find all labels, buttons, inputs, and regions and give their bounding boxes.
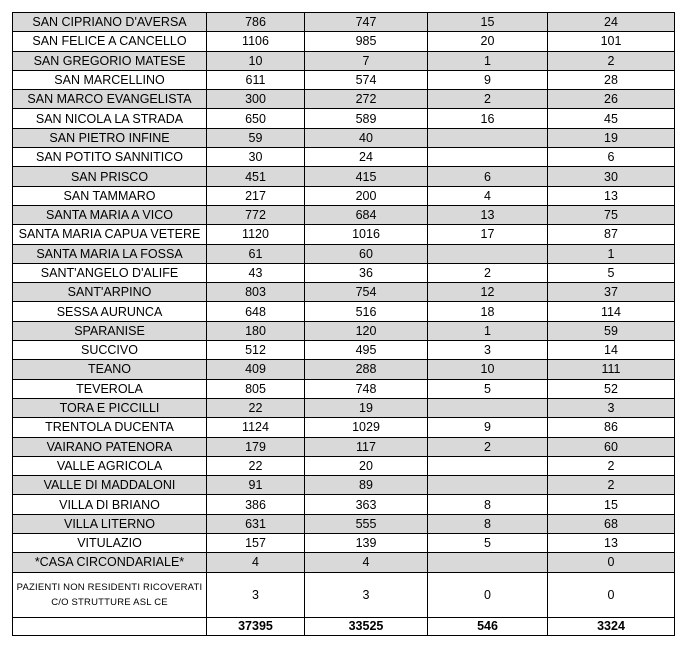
value-cell-4: 3 xyxy=(548,398,675,417)
table-row xyxy=(13,341,675,360)
value-cell-1: 386 xyxy=(207,495,305,514)
value-cell-4: 13 xyxy=(548,186,675,205)
value-cell-4: 2 xyxy=(548,51,675,70)
table-row xyxy=(13,32,675,51)
table-row xyxy=(13,205,675,224)
value-cell-4: 114 xyxy=(548,302,675,321)
value-cell-3 xyxy=(428,148,548,167)
value-cell-1: 22 xyxy=(207,398,305,417)
table-row xyxy=(13,90,675,109)
value-cell-4: 60 xyxy=(548,437,675,456)
table-body xyxy=(13,13,675,636)
value-cell-4: 45 xyxy=(548,109,675,128)
value-cell-1: 157 xyxy=(207,534,305,553)
value-cell-1: 772 xyxy=(207,205,305,224)
table-row xyxy=(13,360,675,379)
table-row xyxy=(13,437,675,456)
municipality-cell: SAN GREGORIO MATESE xyxy=(13,51,207,70)
value-cell-2: 985 xyxy=(305,32,428,51)
value-cell-4: 30 xyxy=(548,167,675,186)
municipality-cell: SAN TAMMARO xyxy=(13,186,207,205)
value-cell-1: 300 xyxy=(207,90,305,109)
totals-row xyxy=(13,617,675,635)
table-row xyxy=(13,186,675,205)
value-cell-1: 650 xyxy=(207,109,305,128)
table-row xyxy=(13,456,675,475)
value-cell-2: 516 xyxy=(305,302,428,321)
value-cell-4: 14 xyxy=(548,341,675,360)
value-cell-3 xyxy=(428,456,548,475)
value-cell-1: 61 xyxy=(207,244,305,263)
municipality-cell: VILLA DI BRIANO xyxy=(13,495,207,514)
value-cell-4: 75 xyxy=(548,205,675,224)
value-cell-1: 180 xyxy=(207,321,305,340)
value-cell-3: 3 xyxy=(428,341,548,360)
value-cell-2: 415 xyxy=(305,167,428,186)
value-cell-4: 19 xyxy=(548,128,675,147)
municipality-cell: SANTA MARIA LA FOSSA xyxy=(13,244,207,263)
value-cell-3: 2 xyxy=(428,437,548,456)
municipality-cell: SANT'ANGELO D'ALIFE xyxy=(13,263,207,282)
value-cell-4: 68 xyxy=(548,514,675,533)
municipality-cell: SANTA MARIA CAPUA VETERE xyxy=(13,225,207,244)
value-cell-2: 19 xyxy=(305,398,428,417)
value-cell-2: 684 xyxy=(305,205,428,224)
value-cell-3: 546 xyxy=(428,617,548,635)
value-cell-1: 91 xyxy=(207,476,305,495)
value-cell-3: 12 xyxy=(428,283,548,302)
value-cell-1: 648 xyxy=(207,302,305,321)
municipality-cell: SANT'ARPINO xyxy=(13,283,207,302)
table-row xyxy=(13,148,675,167)
value-cell-3 xyxy=(428,398,548,417)
value-cell-1: 59 xyxy=(207,128,305,147)
value-cell-1: 409 xyxy=(207,360,305,379)
value-cell-3: 15 xyxy=(428,13,548,32)
value-cell-3: 1 xyxy=(428,321,548,340)
value-cell-4: 5 xyxy=(548,263,675,282)
value-cell-3: 0 xyxy=(428,572,548,617)
municipality-cell: TORA E PICCILLI xyxy=(13,398,207,417)
value-cell-4: 15 xyxy=(548,495,675,514)
value-cell-2: 40 xyxy=(305,128,428,147)
municipality-cell: SAN PIETRO INFINE xyxy=(13,128,207,147)
municipality-cell: SUCCIVO xyxy=(13,341,207,360)
value-cell-2: 555 xyxy=(305,514,428,533)
value-cell-3: 8 xyxy=(428,495,548,514)
table-row xyxy=(13,51,675,70)
value-cell-2: 589 xyxy=(305,109,428,128)
value-cell-3: 13 xyxy=(428,205,548,224)
value-cell-4: 28 xyxy=(548,70,675,89)
value-cell-1: 786 xyxy=(207,13,305,32)
value-cell-2: 20 xyxy=(305,456,428,475)
table-row xyxy=(13,109,675,128)
value-cell-2: 754 xyxy=(305,283,428,302)
value-cell-2: 60 xyxy=(305,244,428,263)
table-row xyxy=(13,225,675,244)
value-cell-1: 1106 xyxy=(207,32,305,51)
value-cell-3 xyxy=(428,244,548,263)
value-cell-1: 3 xyxy=(207,572,305,617)
value-cell-4: 6 xyxy=(548,148,675,167)
value-cell-1: 1124 xyxy=(207,418,305,437)
value-cell-2: 3 xyxy=(305,572,428,617)
value-cell-1: 30 xyxy=(207,148,305,167)
value-cell-1: 217 xyxy=(207,186,305,205)
municipality-cell: SAN MARCELLINO xyxy=(13,70,207,89)
table-row xyxy=(13,13,675,32)
value-cell-2: 1016 xyxy=(305,225,428,244)
table-row xyxy=(13,128,675,147)
value-cell-2: 200 xyxy=(305,186,428,205)
value-cell-1: 179 xyxy=(207,437,305,456)
value-cell-2: 117 xyxy=(305,437,428,456)
value-cell-3: 17 xyxy=(428,225,548,244)
value-cell-2: 89 xyxy=(305,476,428,495)
value-cell-4: 13 xyxy=(548,534,675,553)
municipality-cell: SAN CIPRIANO D'AVERSA xyxy=(13,13,207,32)
value-cell-4: 52 xyxy=(548,379,675,398)
value-cell-2: 139 xyxy=(305,534,428,553)
value-cell-3 xyxy=(428,476,548,495)
table-row xyxy=(13,476,675,495)
value-cell-1: 631 xyxy=(207,514,305,533)
value-cell-3: 10 xyxy=(428,360,548,379)
municipality-cell: SAN NICOLA LA STRADA xyxy=(13,109,207,128)
value-cell-4: 1 xyxy=(548,244,675,263)
municipality-cell: *CASA CIRCONDARIALE* xyxy=(13,553,207,572)
value-cell-2: 495 xyxy=(305,341,428,360)
municipality-cell: PAZIENTI NON RESIDENTI RICOVERATI C/O STRUTTURE ASL CE xyxy=(13,572,207,617)
value-cell-4: 2 xyxy=(548,476,675,495)
municipality-cell: SAN MARCO EVANGELISTA xyxy=(13,90,207,109)
value-cell-2: 4 xyxy=(305,553,428,572)
value-cell-4: 0 xyxy=(548,572,675,617)
value-cell-3: 5 xyxy=(428,534,548,553)
value-cell-3 xyxy=(428,553,548,572)
municipality-cell: SESSA AURUNCA xyxy=(13,302,207,321)
value-cell-2: 120 xyxy=(305,321,428,340)
table-row xyxy=(13,495,675,514)
value-cell-3: 1 xyxy=(428,51,548,70)
value-cell-3: 18 xyxy=(428,302,548,321)
value-cell-3: 16 xyxy=(428,109,548,128)
value-cell-2: 363 xyxy=(305,495,428,514)
table-row xyxy=(13,70,675,89)
covid-municipality-table xyxy=(12,12,675,636)
table-row xyxy=(13,302,675,321)
value-cell-3: 2 xyxy=(428,263,548,282)
value-cell-1: 37395 xyxy=(207,617,305,635)
value-cell-1: 22 xyxy=(207,456,305,475)
value-cell-2: 24 xyxy=(305,148,428,167)
value-cell-3: 8 xyxy=(428,514,548,533)
table-row xyxy=(13,418,675,437)
municipality-cell: SPARANISE xyxy=(13,321,207,340)
value-cell-3: 9 xyxy=(428,70,548,89)
value-cell-3: 4 xyxy=(428,186,548,205)
value-cell-1: 805 xyxy=(207,379,305,398)
municipality-cell: TEVEROLA xyxy=(13,379,207,398)
municipality-cell: TEANO xyxy=(13,360,207,379)
value-cell-2: 748 xyxy=(305,379,428,398)
value-cell-4: 86 xyxy=(548,418,675,437)
value-cell-1: 43 xyxy=(207,263,305,282)
value-cell-4: 87 xyxy=(548,225,675,244)
municipality-cell: SAN POTITO SANNITICO xyxy=(13,148,207,167)
value-cell-2: 33525 xyxy=(305,617,428,635)
value-cell-2: 272 xyxy=(305,90,428,109)
value-cell-2: 747 xyxy=(305,13,428,32)
municipality-cell: SAN PRISCO xyxy=(13,167,207,186)
table-row xyxy=(13,534,675,553)
value-cell-1: 611 xyxy=(207,70,305,89)
value-cell-4: 3324 xyxy=(548,617,675,635)
table-row xyxy=(13,283,675,302)
table-row xyxy=(13,379,675,398)
value-cell-3 xyxy=(428,128,548,147)
value-cell-3: 6 xyxy=(428,167,548,186)
value-cell-2: 288 xyxy=(305,360,428,379)
value-cell-4: 111 xyxy=(548,360,675,379)
municipality-cell: VAIRANO PATENORA xyxy=(13,437,207,456)
table-row xyxy=(13,167,675,186)
municipality-cell: VILLA LITERNO xyxy=(13,514,207,533)
municipality-cell xyxy=(13,617,207,635)
value-cell-3: 9 xyxy=(428,418,548,437)
table-row xyxy=(13,263,675,282)
value-cell-1: 803 xyxy=(207,283,305,302)
value-cell-4: 2 xyxy=(548,456,675,475)
municipality-cell: SANTA MARIA A VICO xyxy=(13,205,207,224)
municipality-cell: TRENTOLA DUCENTA xyxy=(13,418,207,437)
value-cell-1: 10 xyxy=(207,51,305,70)
municipality-cell: VITULAZIO xyxy=(13,534,207,553)
municipality-cell: VALLE DI MADDALONI xyxy=(13,476,207,495)
value-cell-4: 0 xyxy=(548,553,675,572)
table-row xyxy=(13,321,675,340)
value-cell-3: 2 xyxy=(428,90,548,109)
table-row xyxy=(13,514,675,533)
non-resident-row xyxy=(13,572,675,617)
municipality-cell: VALLE AGRICOLA xyxy=(13,456,207,475)
value-cell-2: 1029 xyxy=(305,418,428,437)
value-cell-4: 101 xyxy=(548,32,675,51)
value-cell-1: 1120 xyxy=(207,225,305,244)
value-cell-4: 59 xyxy=(548,321,675,340)
value-cell-1: 451 xyxy=(207,167,305,186)
table-row xyxy=(13,244,675,263)
municipality-cell: SAN FELICE A CANCELLO xyxy=(13,32,207,51)
value-cell-2: 36 xyxy=(305,263,428,282)
table-row xyxy=(13,553,675,572)
table-row xyxy=(13,398,675,417)
value-cell-3: 20 xyxy=(428,32,548,51)
value-cell-1: 4 xyxy=(207,553,305,572)
value-cell-4: 26 xyxy=(548,90,675,109)
value-cell-4: 37 xyxy=(548,283,675,302)
value-cell-4: 24 xyxy=(548,13,675,32)
value-cell-3: 5 xyxy=(428,379,548,398)
value-cell-1: 512 xyxy=(207,341,305,360)
value-cell-2: 574 xyxy=(305,70,428,89)
value-cell-2: 7 xyxy=(305,51,428,70)
